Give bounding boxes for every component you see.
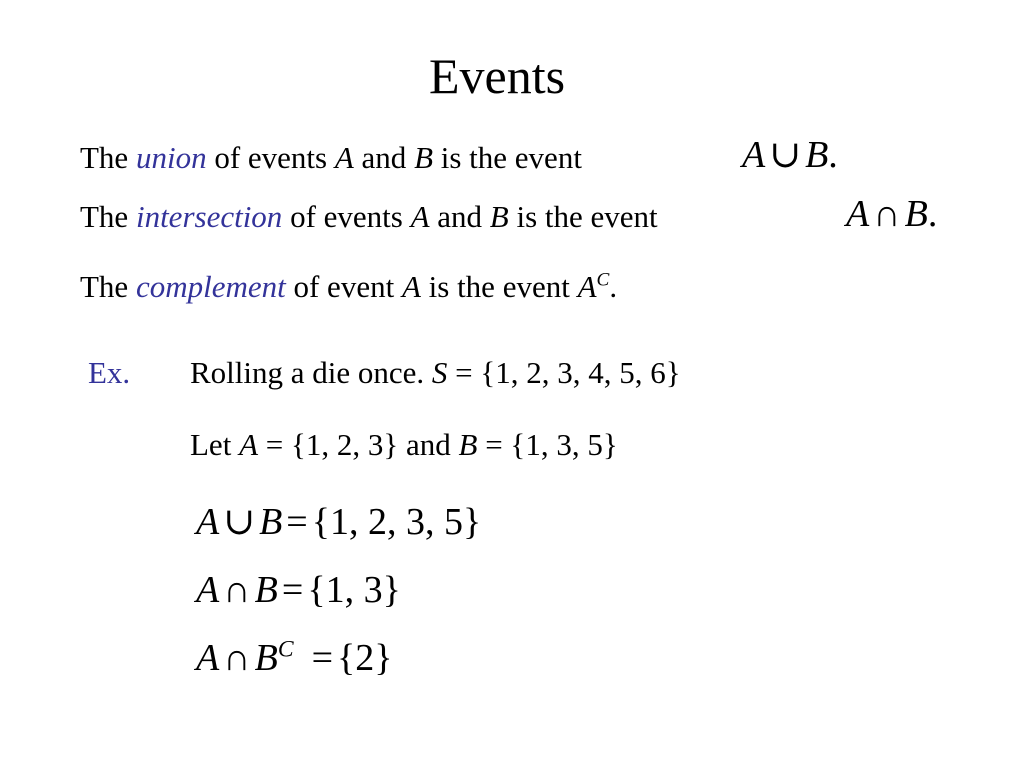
complement-superscript: C [277,636,294,663]
sample-space-set: = {1, 2, 3, 4, 5, 6} [447,355,681,390]
example-text: Rolling a die once. [190,355,432,390]
term-complement: complement [135,269,286,304]
var-b: B [489,199,509,234]
intersection-symbol: ∩ [873,193,901,235]
definition-suffix: is the event [420,269,578,304]
equals-sign: = [311,637,334,679]
definition-middle: of events [206,140,335,175]
definition-and: and [429,199,490,234]
expr-end: . [609,269,618,304]
term-intersection: intersection [135,199,283,234]
set-b: = {1, 3, 5} [477,427,618,462]
example-line-2 [190,427,618,463]
union-symbol: ∪ [223,501,256,543]
var-a: A [334,140,354,175]
definition-and: and [353,140,415,175]
definition-suffix: is the event [508,199,658,234]
example-line-1 [190,355,681,391]
result-a: A [196,569,220,611]
definition-union [80,140,582,176]
var-s: S [431,355,448,390]
var-a: A [401,269,421,304]
example-label: Ex. [88,355,131,390]
definition-prefix: The [80,140,136,175]
result-set: {1, 2, 3, 5} [311,501,482,543]
result-set: {1, 3} [307,569,401,611]
expr-b: B [805,134,829,176]
result-a: A [196,637,220,679]
var-b: B [458,427,478,462]
definition-prefix: The [80,269,136,304]
term-union: union [135,140,207,175]
definition-prefix: The [80,199,136,234]
intersection-symbol: ∩ [223,569,251,611]
equals-sign: = [281,569,304,611]
definition-suffix: is the event [433,140,582,175]
result-union [196,500,481,544]
definition-middle: of event [285,269,402,304]
expression-union [742,133,838,177]
var-a: A [239,427,258,462]
result-complement-intersection [196,636,393,680]
definition-middle: of events [282,199,411,234]
definition-intersection [80,199,658,235]
slide-title: Events [428,48,566,104]
complement-superscript: C [596,269,610,291]
var-b: B [414,140,433,175]
let-text: Let [190,427,240,462]
intersection-symbol: ∩ [223,637,251,679]
expr-a: A [577,269,597,304]
var-a: A [410,199,430,234]
result-b: B [254,637,278,679]
expression-intersection [846,192,937,236]
expr-a: A [742,134,766,176]
result-intersection [196,568,401,612]
result-a: A [196,501,220,543]
expr-end: . [828,134,838,176]
expr-a: A [846,193,870,235]
result-b: B [259,501,283,543]
expr-b: B [904,193,928,235]
union-symbol: ∪ [769,134,802,176]
expr-end: . [927,193,938,235]
definition-complement [80,269,617,305]
result-set: {2} [337,637,393,679]
equals-sign: = [286,501,308,543]
result-b: B [254,569,278,611]
set-a: = {1, 2, 3} and [258,427,459,462]
